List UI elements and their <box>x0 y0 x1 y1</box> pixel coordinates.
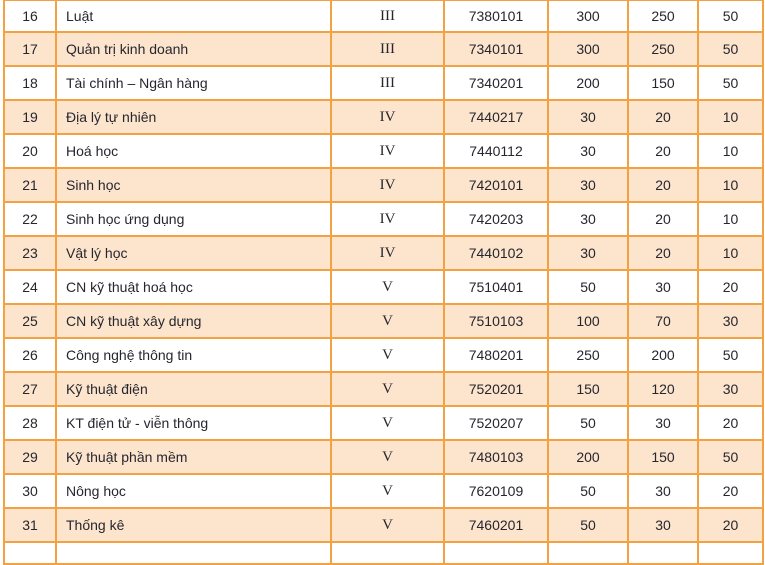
table-row-partial <box>4 542 763 564</box>
quota-2-cell: 250 <box>628 0 698 32</box>
quota-1-cell: 200 <box>548 440 628 474</box>
row-number-cell: 26 <box>4 338 56 372</box>
quota-3-cell: 30 <box>698 372 763 406</box>
quota-2-cell: 30 <box>628 406 698 440</box>
program-code-cell: 7440112 <box>444 134 548 168</box>
quota-3-cell: 10 <box>698 236 763 270</box>
program-name-cell: CN kỹ thuật xây dựng <box>56 304 331 338</box>
quota-3-cell: 20 <box>698 270 763 304</box>
table-row <box>4 474 763 508</box>
quota-1-cell: 150 <box>548 372 628 406</box>
quota-2-cell: 30 <box>628 508 698 542</box>
row-number-cell: 30 <box>4 474 56 508</box>
quota-3-cell: 30 <box>698 304 763 338</box>
quota-1-cell: 30 <box>548 202 628 236</box>
quota-3-cell: 50 <box>698 440 763 474</box>
program-name-cell: Nông học <box>56 474 331 508</box>
table-row <box>4 338 763 372</box>
table-row <box>4 134 763 168</box>
group-cell: III <box>331 66 444 100</box>
quota-3-cell: 50 <box>698 0 763 32</box>
table-row <box>4 66 763 100</box>
quota-3-cell: 10 <box>698 134 763 168</box>
program-code-cell: 7510401 <box>444 270 548 304</box>
empty-cell <box>56 542 331 564</box>
program-code-cell: 7340201 <box>444 66 548 100</box>
quota-3-cell: 50 <box>698 32 763 66</box>
row-number-cell: 29 <box>4 440 56 474</box>
quota-1-cell: 50 <box>548 474 628 508</box>
quota-2-cell: 20 <box>628 134 698 168</box>
program-code-cell: 7420203 <box>444 202 548 236</box>
table-row <box>4 100 763 134</box>
table-row <box>4 0 763 32</box>
quota-3-cell: 50 <box>698 66 763 100</box>
table-row <box>4 508 763 542</box>
table-row <box>4 236 763 270</box>
admissions-table <box>3 0 764 565</box>
group-cell: V <box>331 440 444 474</box>
empty-cell <box>4 542 56 564</box>
quota-3-cell: 20 <box>698 508 763 542</box>
row-number-cell: 20 <box>4 134 56 168</box>
table-body <box>4 0 763 564</box>
row-number-cell: 25 <box>4 304 56 338</box>
row-number-cell: 16 <box>4 0 56 32</box>
program-code-cell: 7340101 <box>444 32 548 66</box>
group-cell: IV <box>331 168 444 202</box>
group-cell: V <box>331 406 444 440</box>
program-name-cell: CN kỹ thuật hoá học <box>56 270 331 304</box>
table-row <box>4 372 763 406</box>
empty-cell <box>628 542 698 564</box>
row-number-cell: 23 <box>4 236 56 270</box>
quota-3-cell: 20 <box>698 406 763 440</box>
empty-cell <box>698 542 763 564</box>
quota-3-cell: 20 <box>698 474 763 508</box>
quota-1-cell: 30 <box>548 100 628 134</box>
program-code-cell: 7520201 <box>444 372 548 406</box>
quota-2-cell: 20 <box>628 236 698 270</box>
row-number-cell: 24 <box>4 270 56 304</box>
empty-cell <box>331 542 444 564</box>
table-row <box>4 270 763 304</box>
group-cell: V <box>331 372 444 406</box>
quota-1-cell: 50 <box>548 508 628 542</box>
quota-2-cell: 150 <box>628 440 698 474</box>
row-number-cell: 18 <box>4 66 56 100</box>
program-name-cell: Hoá học <box>56 134 331 168</box>
program-name-cell: Công nghệ thông tin <box>56 338 331 372</box>
program-code-cell: 7480201 <box>444 338 548 372</box>
program-code-cell: 7480103 <box>444 440 548 474</box>
quota-3-cell: 50 <box>698 338 763 372</box>
table-row <box>4 406 763 440</box>
program-name-cell: Quản trị kinh doanh <box>56 32 331 66</box>
quota-1-cell: 200 <box>548 66 628 100</box>
quota-2-cell: 20 <box>628 168 698 202</box>
quota-1-cell: 300 <box>548 32 628 66</box>
row-number-cell: 27 <box>4 372 56 406</box>
quota-1-cell: 250 <box>548 338 628 372</box>
row-number-cell: 21 <box>4 168 56 202</box>
quota-3-cell: 10 <box>698 168 763 202</box>
row-number-cell: 31 <box>4 508 56 542</box>
empty-cell <box>548 542 628 564</box>
group-cell: V <box>331 508 444 542</box>
program-code-cell: 7520207 <box>444 406 548 440</box>
program-name-cell: KT điện tử - viễn thông <box>56 406 331 440</box>
program-code-cell: 7440217 <box>444 100 548 134</box>
program-code-cell: 7620109 <box>444 474 548 508</box>
table-row <box>4 440 763 474</box>
group-cell: IV <box>331 236 444 270</box>
quota-2-cell: 200 <box>628 338 698 372</box>
empty-cell <box>444 542 548 564</box>
group-cell: V <box>331 304 444 338</box>
group-cell: IV <box>331 100 444 134</box>
quota-2-cell: 120 <box>628 372 698 406</box>
program-name-cell: Sinh học ứng dụng <box>56 202 331 236</box>
quota-2-cell: 150 <box>628 66 698 100</box>
quota-2-cell: 20 <box>628 202 698 236</box>
quota-1-cell: 300 <box>548 0 628 32</box>
program-name-cell: Kỹ thuật điện <box>56 372 331 406</box>
quota-1-cell: 100 <box>548 304 628 338</box>
admissions-table-wrap <box>3 0 763 565</box>
group-cell: IV <box>331 134 444 168</box>
program-code-cell: 7440102 <box>444 236 548 270</box>
program-name-cell: Vật lý học <box>56 236 331 270</box>
quota-2-cell: 30 <box>628 270 698 304</box>
group-cell: IV <box>331 202 444 236</box>
quota-1-cell: 50 <box>548 406 628 440</box>
program-name-cell: Tài chính – Ngân hàng <box>56 66 331 100</box>
quota-2-cell: 70 <box>628 304 698 338</box>
program-name-cell: Sinh học <box>56 168 331 202</box>
program-name-cell: Luật <box>56 0 331 32</box>
quota-3-cell: 10 <box>698 100 763 134</box>
group-cell: V <box>331 474 444 508</box>
table-row <box>4 168 763 202</box>
program-code-cell: 7510103 <box>444 304 548 338</box>
group-cell: V <box>331 338 444 372</box>
table-row <box>4 32 763 66</box>
program-code-cell: 7420101 <box>444 168 548 202</box>
quota-3-cell: 10 <box>698 202 763 236</box>
quota-2-cell: 250 <box>628 32 698 66</box>
program-code-cell: 7460201 <box>444 508 548 542</box>
row-number-cell: 22 <box>4 202 56 236</box>
table-row <box>4 304 763 338</box>
quota-1-cell: 30 <box>548 236 628 270</box>
group-cell: V <box>331 270 444 304</box>
quota-2-cell: 20 <box>628 100 698 134</box>
quota-1-cell: 30 <box>548 168 628 202</box>
quota-1-cell: 50 <box>548 270 628 304</box>
row-number-cell: 28 <box>4 406 56 440</box>
quota-1-cell: 30 <box>548 134 628 168</box>
row-number-cell: 19 <box>4 100 56 134</box>
quota-2-cell: 30 <box>628 474 698 508</box>
group-cell: III <box>331 32 444 66</box>
program-name-cell: Địa lý tự nhiên <box>56 100 331 134</box>
program-code-cell: 7380101 <box>444 0 548 32</box>
group-cell: III <box>331 0 444 32</box>
program-name-cell: Kỹ thuật phần mềm <box>56 440 331 474</box>
row-number-cell: 17 <box>4 32 56 66</box>
program-name-cell: Thống kê <box>56 508 331 542</box>
table-row <box>4 202 763 236</box>
